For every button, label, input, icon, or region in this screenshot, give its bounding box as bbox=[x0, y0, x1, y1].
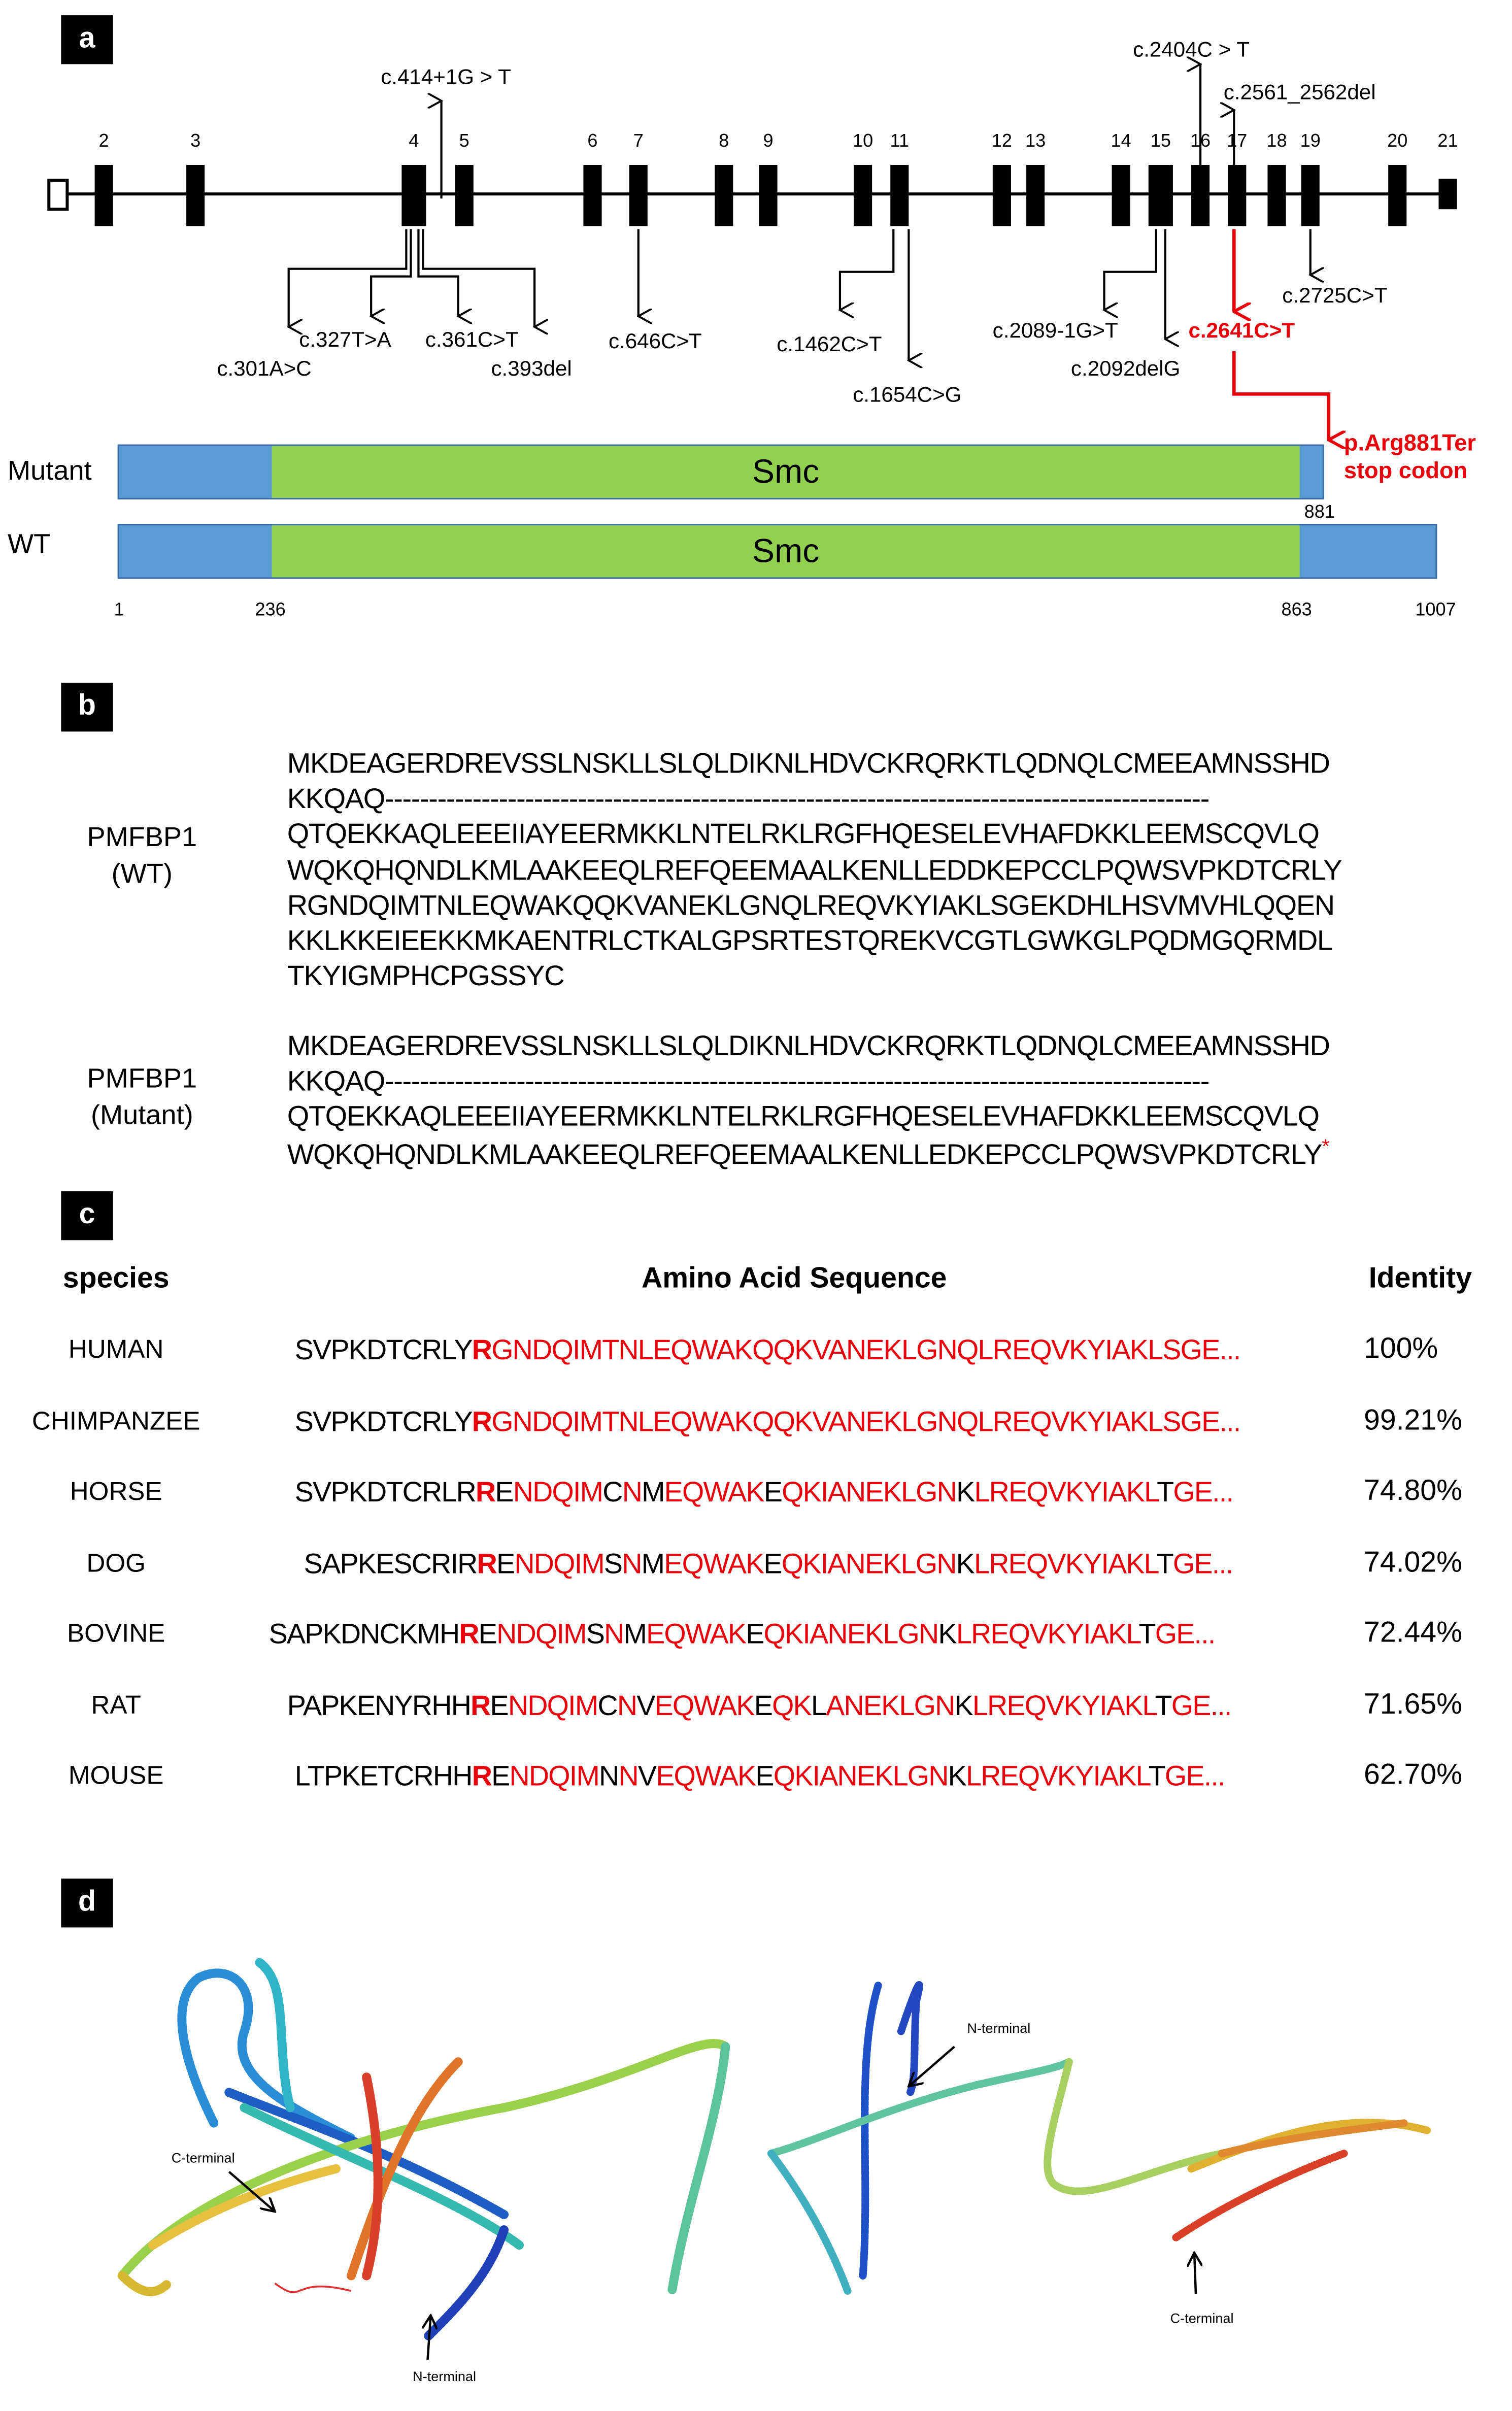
protein-change-label bbox=[1344, 431, 1476, 486]
sequence-segment: GE... bbox=[1171, 1688, 1231, 1721]
sequence-segment: EQWAK bbox=[656, 1759, 756, 1792]
sequence-text: KKLKKEIEEKKMKAENTRLCTKALGPSRTESTQREKVCGTLGWKGLPQDMGQRMDL bbox=[287, 924, 1332, 956]
exon-number: 9 bbox=[763, 129, 774, 151]
sequence-segment: E bbox=[495, 1475, 513, 1508]
species-header: species bbox=[62, 1263, 170, 1295]
variant-name: (WT) bbox=[111, 858, 173, 889]
exon-number: 7 bbox=[633, 129, 644, 151]
sequence-segment: M bbox=[641, 1546, 664, 1579]
panel-label-a: a bbox=[61, 15, 113, 64]
sequence-segment: N bbox=[604, 1617, 624, 1650]
exon-15 bbox=[1149, 165, 1173, 226]
position-label: 236 bbox=[255, 598, 286, 620]
aligned-sequence bbox=[295, 1476, 1233, 1509]
sequence-line bbox=[287, 1029, 1330, 1063]
sequence-segment: PAPKENYRHH bbox=[287, 1688, 471, 1721]
sequence-segment: ANEKLGN bbox=[826, 1688, 955, 1721]
sequence-segment: GNDQIMTNLEQWAKQQKVANEKLGNQLREQVKYIAKLSGE... bbox=[491, 1333, 1240, 1366]
sequence-segment: R bbox=[477, 1546, 497, 1579]
sequence-segment: LTPKETCRHH bbox=[294, 1759, 472, 1792]
sequence-line bbox=[287, 1100, 1319, 1134]
smc-domain: Smc bbox=[272, 525, 1300, 577]
aligned-sequence bbox=[295, 1759, 1225, 1793]
exon-number: 5 bbox=[459, 129, 469, 151]
sequence-segment: QK bbox=[772, 1688, 811, 1721]
exon-12 bbox=[993, 165, 1011, 226]
sequence-segment: GE... bbox=[1164, 1759, 1225, 1792]
sequence-segment: E bbox=[763, 1475, 782, 1508]
mutant-structure bbox=[771, 1985, 1428, 2291]
identity-value: 71.65% bbox=[1364, 1688, 1462, 1721]
sequence-text: MKDEAGERDREVSSLNSKLLSLQLDIKNLHDVCKRQRKTLQDNQLCMEEAMNSSHD bbox=[287, 1029, 1330, 1062]
n-terminal-label: N-terminal bbox=[413, 2368, 477, 2385]
sequence-segment: R bbox=[471, 1688, 490, 1721]
highlight-mutation-label: c.2641C>T bbox=[1188, 317, 1295, 343]
exon-number: 3 bbox=[190, 129, 201, 151]
exon-17 bbox=[1228, 165, 1246, 226]
sequence-segment: E bbox=[496, 1546, 515, 1579]
n-terminal-label: N-terminal bbox=[967, 2020, 1031, 2036]
exon-9 bbox=[759, 165, 777, 226]
sequence-segment: QKIANEKLGN bbox=[773, 1759, 948, 1792]
identity-value: 74.02% bbox=[1364, 1546, 1462, 1579]
aligned-sequence bbox=[304, 1547, 1233, 1580]
sequence-segment: LREQVKYIAKL bbox=[956, 1617, 1139, 1650]
sequence-segment: S bbox=[603, 1546, 622, 1579]
sequence-segment: EQWAK bbox=[664, 1546, 764, 1579]
sequence-segment: T bbox=[1155, 1688, 1171, 1721]
exon-number: 8 bbox=[719, 129, 729, 151]
sequence-segment: EQWAK bbox=[646, 1617, 746, 1650]
sequence-segment: QKIANEKLGN bbox=[782, 1475, 957, 1508]
mutation-label: c.1462C>T bbox=[777, 331, 882, 356]
sequence-segment: NDQIM bbox=[514, 1546, 604, 1579]
arrow-to-protein-change bbox=[1234, 351, 1329, 440]
species-name: HUMAN bbox=[68, 1334, 164, 1364]
sequence-segment: R bbox=[472, 1404, 492, 1436]
sequence-segment: C bbox=[597, 1688, 617, 1721]
sequence-segment: NDQIM bbox=[508, 1688, 598, 1721]
mutation-label: c.361C>T bbox=[425, 326, 519, 352]
sequence-segment: LREQVKYIAKL bbox=[972, 1688, 1155, 1721]
sequence-segment: EQWAK bbox=[664, 1475, 764, 1508]
sequence-segment: QKIANEKLGN bbox=[781, 1546, 956, 1579]
sequence-text: RGNDQIMTNLEQWAKQQKVANEKLGNQLREQVKYIAKLSGEKDHLHSVMVHLQQEN bbox=[287, 888, 1334, 921]
sequence-segment: N bbox=[617, 1688, 637, 1721]
aligned-sequence bbox=[269, 1618, 1215, 1651]
exon-7 bbox=[629, 165, 648, 226]
sequence-segment: NDQIM bbox=[513, 1475, 603, 1508]
sequence-segment: N bbox=[622, 1475, 642, 1508]
sequence-line bbox=[287, 1134, 1329, 1171]
arrow-c327 bbox=[371, 229, 411, 316]
sequence-segment: E bbox=[746, 1617, 764, 1650]
smc-domain: Smc bbox=[272, 446, 1300, 498]
species-name: BOVINE bbox=[67, 1619, 165, 1648]
mutation-label: c.2561_2562del bbox=[1223, 79, 1376, 104]
exon-5 bbox=[455, 165, 474, 226]
exon-14 bbox=[1112, 165, 1130, 226]
mutant-label: Mutant bbox=[8, 455, 92, 486]
sequence-segment: L bbox=[811, 1688, 826, 1721]
wt-sequence-label bbox=[87, 819, 197, 892]
wt-label: WT bbox=[8, 528, 51, 559]
arrow-c361 bbox=[418, 229, 458, 316]
exon-number: 16 bbox=[1190, 129, 1211, 151]
sequence-text: MKDEAGERDREVSSLNSKLLSLQLDIKNLHDVCKRQRKTLQDNQLCMEEAMNSSHD bbox=[287, 747, 1330, 779]
mutation-label: c.1654C>G bbox=[853, 382, 962, 407]
aligned-sequence bbox=[295, 1333, 1240, 1367]
exon-number: 4 bbox=[409, 129, 419, 151]
species-name: CHIMPANZEE bbox=[31, 1405, 200, 1435]
mutation-label: c.414+1G > T bbox=[381, 64, 512, 89]
arrow-c2089 bbox=[1104, 229, 1156, 310]
exon-19 bbox=[1301, 165, 1320, 226]
sequence-segment: N bbox=[622, 1546, 642, 1579]
gene-name: PMFBP1 bbox=[87, 821, 197, 853]
c-terminal-label: C-terminal bbox=[171, 2150, 235, 2166]
sequence-segment: GE... bbox=[1155, 1617, 1215, 1650]
mutation-label: c.2725C>T bbox=[1282, 282, 1388, 307]
exon-10 bbox=[854, 165, 872, 226]
exon-number: 13 bbox=[1025, 129, 1046, 151]
sequence-header: Amino Acid Sequence bbox=[641, 1263, 947, 1295]
aligned-sequence bbox=[295, 1404, 1240, 1438]
panel-label-c: c bbox=[61, 1191, 113, 1240]
stop-codon-label: stop codon bbox=[1343, 458, 1468, 484]
species-name: DOG bbox=[86, 1548, 146, 1577]
position-label: 863 bbox=[1281, 598, 1312, 620]
sequence-text: QTQEKKAQLEEEIIAYEERMKKLNTELRKLRGFHQESELEVHAFDKKLEEMSCQVLQ bbox=[287, 1100, 1319, 1132]
sequence-segment: S bbox=[586, 1617, 604, 1650]
mutation-label: c.393del bbox=[491, 356, 572, 381]
exon-3 bbox=[186, 165, 205, 226]
sequence-line bbox=[287, 1065, 1209, 1098]
sequence-segment: LREQVKYIAKL bbox=[966, 1759, 1149, 1792]
c-terminal-label: C-terminal bbox=[1170, 2310, 1234, 2326]
identity-value: 74.80% bbox=[1364, 1475, 1462, 1508]
stop-marker: * bbox=[1322, 1134, 1329, 1157]
species-name: HORSE bbox=[70, 1477, 162, 1506]
sequence-segment: K bbox=[956, 1546, 975, 1579]
mutation-label: c.646C>T bbox=[608, 328, 702, 353]
sequence-segment: K bbox=[938, 1617, 956, 1650]
exon-number: 11 bbox=[890, 129, 910, 151]
sequence-segment: K bbox=[956, 1475, 975, 1508]
exon-number: 21 bbox=[1437, 129, 1458, 151]
sequence-text: QTQEKKAQLEEEIIAYEERMKKLNTELRKLRGFHQESELEVHAFDKKLEEMSCQVLQ bbox=[287, 817, 1319, 850]
gene-name: PMFBP1 bbox=[87, 1063, 197, 1094]
sequence-segment: E bbox=[490, 1688, 508, 1721]
exon-number: 6 bbox=[587, 129, 598, 151]
mutant-sequence-label bbox=[87, 1060, 197, 1133]
sequence-segment: SVPKDTCRLY bbox=[294, 1404, 472, 1436]
sequence-line bbox=[287, 924, 1332, 957]
sequence-segment: M bbox=[642, 1475, 664, 1508]
sequence-segment: SVPKDTCRLR bbox=[294, 1475, 476, 1508]
identity-value: 100% bbox=[1364, 1333, 1438, 1366]
wt-structure bbox=[122, 1963, 726, 2337]
position-label: 1 bbox=[114, 598, 124, 620]
exon-number: 18 bbox=[1266, 129, 1287, 151]
sequence-segment: LREQVKYIAKL bbox=[974, 1475, 1157, 1508]
sequence-segment: T bbox=[1138, 1617, 1155, 1650]
exon-number: 14 bbox=[1111, 129, 1131, 151]
aligned-sequence bbox=[287, 1688, 1231, 1722]
mutation-label: c.2092delG bbox=[1070, 356, 1181, 381]
exon-number: 17 bbox=[1227, 129, 1248, 151]
sequence-segment: R bbox=[472, 1759, 492, 1792]
mutation-label: c.2089-1G>T bbox=[992, 317, 1118, 343]
identity-value: 99.21% bbox=[1364, 1404, 1462, 1436]
panel-label-b: b bbox=[61, 683, 113, 731]
exon-number: 12 bbox=[991, 129, 1013, 151]
exon-number: 10 bbox=[852, 129, 873, 151]
exon-13 bbox=[1026, 165, 1045, 226]
exon-number: 15 bbox=[1150, 129, 1171, 151]
sequence-segment: K bbox=[948, 1759, 966, 1792]
exon-21 bbox=[1438, 179, 1457, 209]
species-name: RAT bbox=[91, 1690, 141, 1719]
sequence-segment: NDQIM bbox=[496, 1617, 586, 1650]
sequence-line bbox=[287, 818, 1319, 851]
exon-18 bbox=[1267, 165, 1286, 226]
panel-label-d: d bbox=[61, 1879, 113, 1927]
exon-20 bbox=[1388, 165, 1406, 226]
sequence-segment: R bbox=[459, 1617, 479, 1650]
sequence-segment: R bbox=[475, 1475, 495, 1508]
sequence-segment: GE... bbox=[1172, 1546, 1233, 1579]
sequence-segment: GE... bbox=[1173, 1475, 1233, 1508]
sequence-segment: M bbox=[623, 1617, 647, 1650]
mutation-label: c.327T>A bbox=[299, 326, 391, 352]
protein-change: p.Arg881Ter bbox=[1343, 430, 1476, 457]
sequence-segment: V bbox=[637, 1759, 656, 1792]
sequence-segment: N bbox=[618, 1759, 638, 1792]
exon-8 bbox=[715, 165, 733, 226]
exon-11 bbox=[890, 165, 909, 226]
sequence-segment: E bbox=[478, 1617, 497, 1650]
sequence-segment: E bbox=[754, 1688, 772, 1721]
sequence-segment: LREQVKYIAKL bbox=[974, 1546, 1157, 1579]
sequence-segment: NDQIM bbox=[509, 1759, 599, 1792]
arrow-c301 bbox=[289, 229, 407, 327]
sequence-segment: K bbox=[954, 1688, 972, 1721]
exon-2 bbox=[95, 165, 113, 226]
sequence-segment: N bbox=[599, 1759, 619, 1792]
sequence-segment: SAPKESCRIR bbox=[304, 1546, 477, 1579]
sequence-text: TKYIGMPHCPGSSYC bbox=[287, 959, 564, 992]
identity-value: 72.44% bbox=[1364, 1617, 1462, 1650]
exon-1-utr bbox=[49, 180, 67, 209]
sequence-segment: T bbox=[1148, 1759, 1165, 1792]
identity-header: Identity bbox=[1368, 1263, 1472, 1295]
exon-6 bbox=[583, 165, 601, 226]
position-label: 881 bbox=[1304, 500, 1335, 523]
position-label: 1007 bbox=[1415, 598, 1456, 620]
sequence-segment: T bbox=[1156, 1546, 1173, 1579]
exon-number: 2 bbox=[98, 129, 109, 151]
sequence-text: WQKQHQNDLKMLAAKEEQLREFQEEMAALKENLLEDDKEPCCLPQWSVPKDTCRLY bbox=[287, 853, 1342, 885]
exon-16 bbox=[1191, 165, 1209, 226]
sequence-text: WQKQHQNDLKMLAAKEEQLREFQEEMAALKENLLEDKEPCCLPQWSVPKDTCRLY bbox=[287, 1137, 1322, 1169]
identity-value: 62.70% bbox=[1364, 1759, 1462, 1792]
sequence-segment: C bbox=[602, 1475, 622, 1508]
mutation-label: c.2404C > T bbox=[1133, 37, 1250, 61]
sequence-segment: EQWAK bbox=[654, 1688, 754, 1721]
sequence-line bbox=[287, 853, 1342, 887]
sequence-segment: QKIANEKLGN bbox=[763, 1617, 938, 1650]
arrow-c1462 bbox=[840, 229, 893, 310]
exon-4 bbox=[401, 165, 426, 226]
sequence-segment: E bbox=[755, 1759, 774, 1792]
exon-number: 20 bbox=[1387, 129, 1408, 151]
arrow-c393 bbox=[423, 229, 534, 327]
sequence-text: KKQAQ---------------------------------------------------------------------------------------------- bbox=[287, 1064, 1209, 1097]
sequence-segment: E bbox=[491, 1759, 510, 1792]
sequence-segment: SVPKDTCRLY bbox=[294, 1333, 472, 1366]
protein-structure-models bbox=[0, 1939, 1512, 2398]
sequence-segment: R bbox=[472, 1333, 492, 1366]
sequence-line bbox=[287, 889, 1334, 922]
mutant-protein-bar bbox=[118, 445, 1324, 499]
mutation-label: c.301A>C bbox=[217, 356, 312, 381]
sequence-segment: V bbox=[636, 1688, 655, 1721]
sequence-segment: SAPKDNCKMH bbox=[268, 1617, 459, 1650]
species-name: MOUSE bbox=[68, 1761, 164, 1790]
sequence-line bbox=[287, 747, 1330, 780]
variant-name: (Mutant) bbox=[90, 1099, 193, 1130]
sequence-segment: E bbox=[763, 1546, 782, 1579]
exon-number: 19 bbox=[1300, 129, 1321, 151]
arrow-icon bbox=[1194, 2253, 1196, 2294]
sequence-segment: GNDQIMTNLEQWAKQQKVANEKLGNQLREQVKYIAKLSGE... bbox=[491, 1404, 1240, 1436]
sequence-line bbox=[287, 782, 1209, 816]
wt-protein-bar bbox=[118, 524, 1437, 579]
sequence-segment: T bbox=[1157, 1475, 1173, 1508]
sequence-text: KKQAQ---------------------------------------------------------------------------------------------- bbox=[287, 782, 1209, 815]
sequence-line bbox=[287, 959, 564, 993]
arrow-icon bbox=[428, 2316, 431, 2360]
